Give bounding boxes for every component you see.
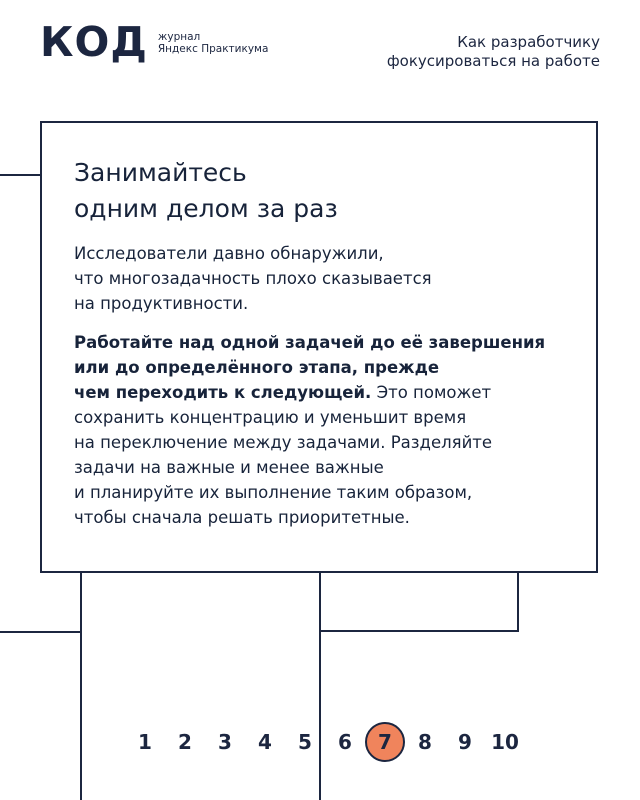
card-heading-line-1: Занимайтесь <box>74 158 247 187</box>
page-number-7[interactable]: 7 <box>365 722 405 762</box>
paragraph-1-line: что многозадачность плохо сказывается <box>74 269 432 288</box>
card-heading <box>74 155 566 227</box>
paragraph-1-line: на продуктивности. <box>74 294 249 313</box>
brand-logo <box>40 18 269 66</box>
card-heading-line-2: одним делом за раз <box>74 194 338 223</box>
series-title-line-1: Как разработчику <box>457 33 600 51</box>
logo-mark: КОД <box>40 18 148 66</box>
page-number-1[interactable]: 1 <box>138 730 152 754</box>
logo-sub-line-1: журнал <box>157 30 201 43</box>
paragraph-2-bold: Работайте над одной задачей до её завершения <box>74 333 546 352</box>
paragraph-2-text: Это поможет <box>371 383 492 402</box>
page-number-6[interactable]: 6 <box>338 730 352 754</box>
page-number-3[interactable]: 3 <box>218 730 232 754</box>
deco-line-vertical-1 <box>80 573 82 800</box>
paragraph-2-line <box>74 380 566 405</box>
paragraph-2-line: сохранить концентрацию и уменьшит время <box>74 408 467 427</box>
paragraph-2-line: задачи на важные и менее важные <box>74 458 384 477</box>
content-card <box>40 121 598 573</box>
deco-line-vertical-2 <box>319 573 321 800</box>
page-number-9[interactable]: 9 <box>458 730 472 754</box>
paragraph-2-line: и планируйте их выполнение таким образом, <box>74 483 473 502</box>
slide-pagination <box>125 722 525 762</box>
series-title <box>350 33 600 71</box>
series-title-line-2: фокусироваться на работе <box>386 52 600 70</box>
page-number-2[interactable]: 2 <box>178 730 192 754</box>
deco-line-left-bottom <box>0 631 82 633</box>
card-paragraph-2 <box>74 330 566 530</box>
paragraph-1-line: Исследователи давно обнаружили, <box>74 244 384 263</box>
deco-line-left-top <box>0 174 40 176</box>
page-number-5[interactable]: 5 <box>298 730 312 754</box>
paragraph-2-bold: чем переходить к следующей. <box>74 383 372 402</box>
paragraph-2-line <box>74 355 566 380</box>
page-number-8[interactable]: 8 <box>418 730 432 754</box>
paragraph-2-line: чтобы сначала решать приоритетные. <box>74 508 410 527</box>
paragraph-2-bold: или до определённого этапа, прежде <box>74 358 440 377</box>
paragraph-2-line <box>74 330 566 355</box>
deco-line-horizontal-right <box>319 630 519 632</box>
logo-sub-line-2: Яндекс Практикума <box>157 42 269 55</box>
deco-line-vertical-3 <box>517 573 519 632</box>
page-number-10[interactable]: 10 <box>491 730 519 754</box>
paragraph-2-line: на переключение между задачами. Разделяйте <box>74 433 493 452</box>
logo-subtitle <box>158 31 269 55</box>
card-paragraph-1 <box>74 241 566 316</box>
page-number-4[interactable]: 4 <box>258 730 272 754</box>
